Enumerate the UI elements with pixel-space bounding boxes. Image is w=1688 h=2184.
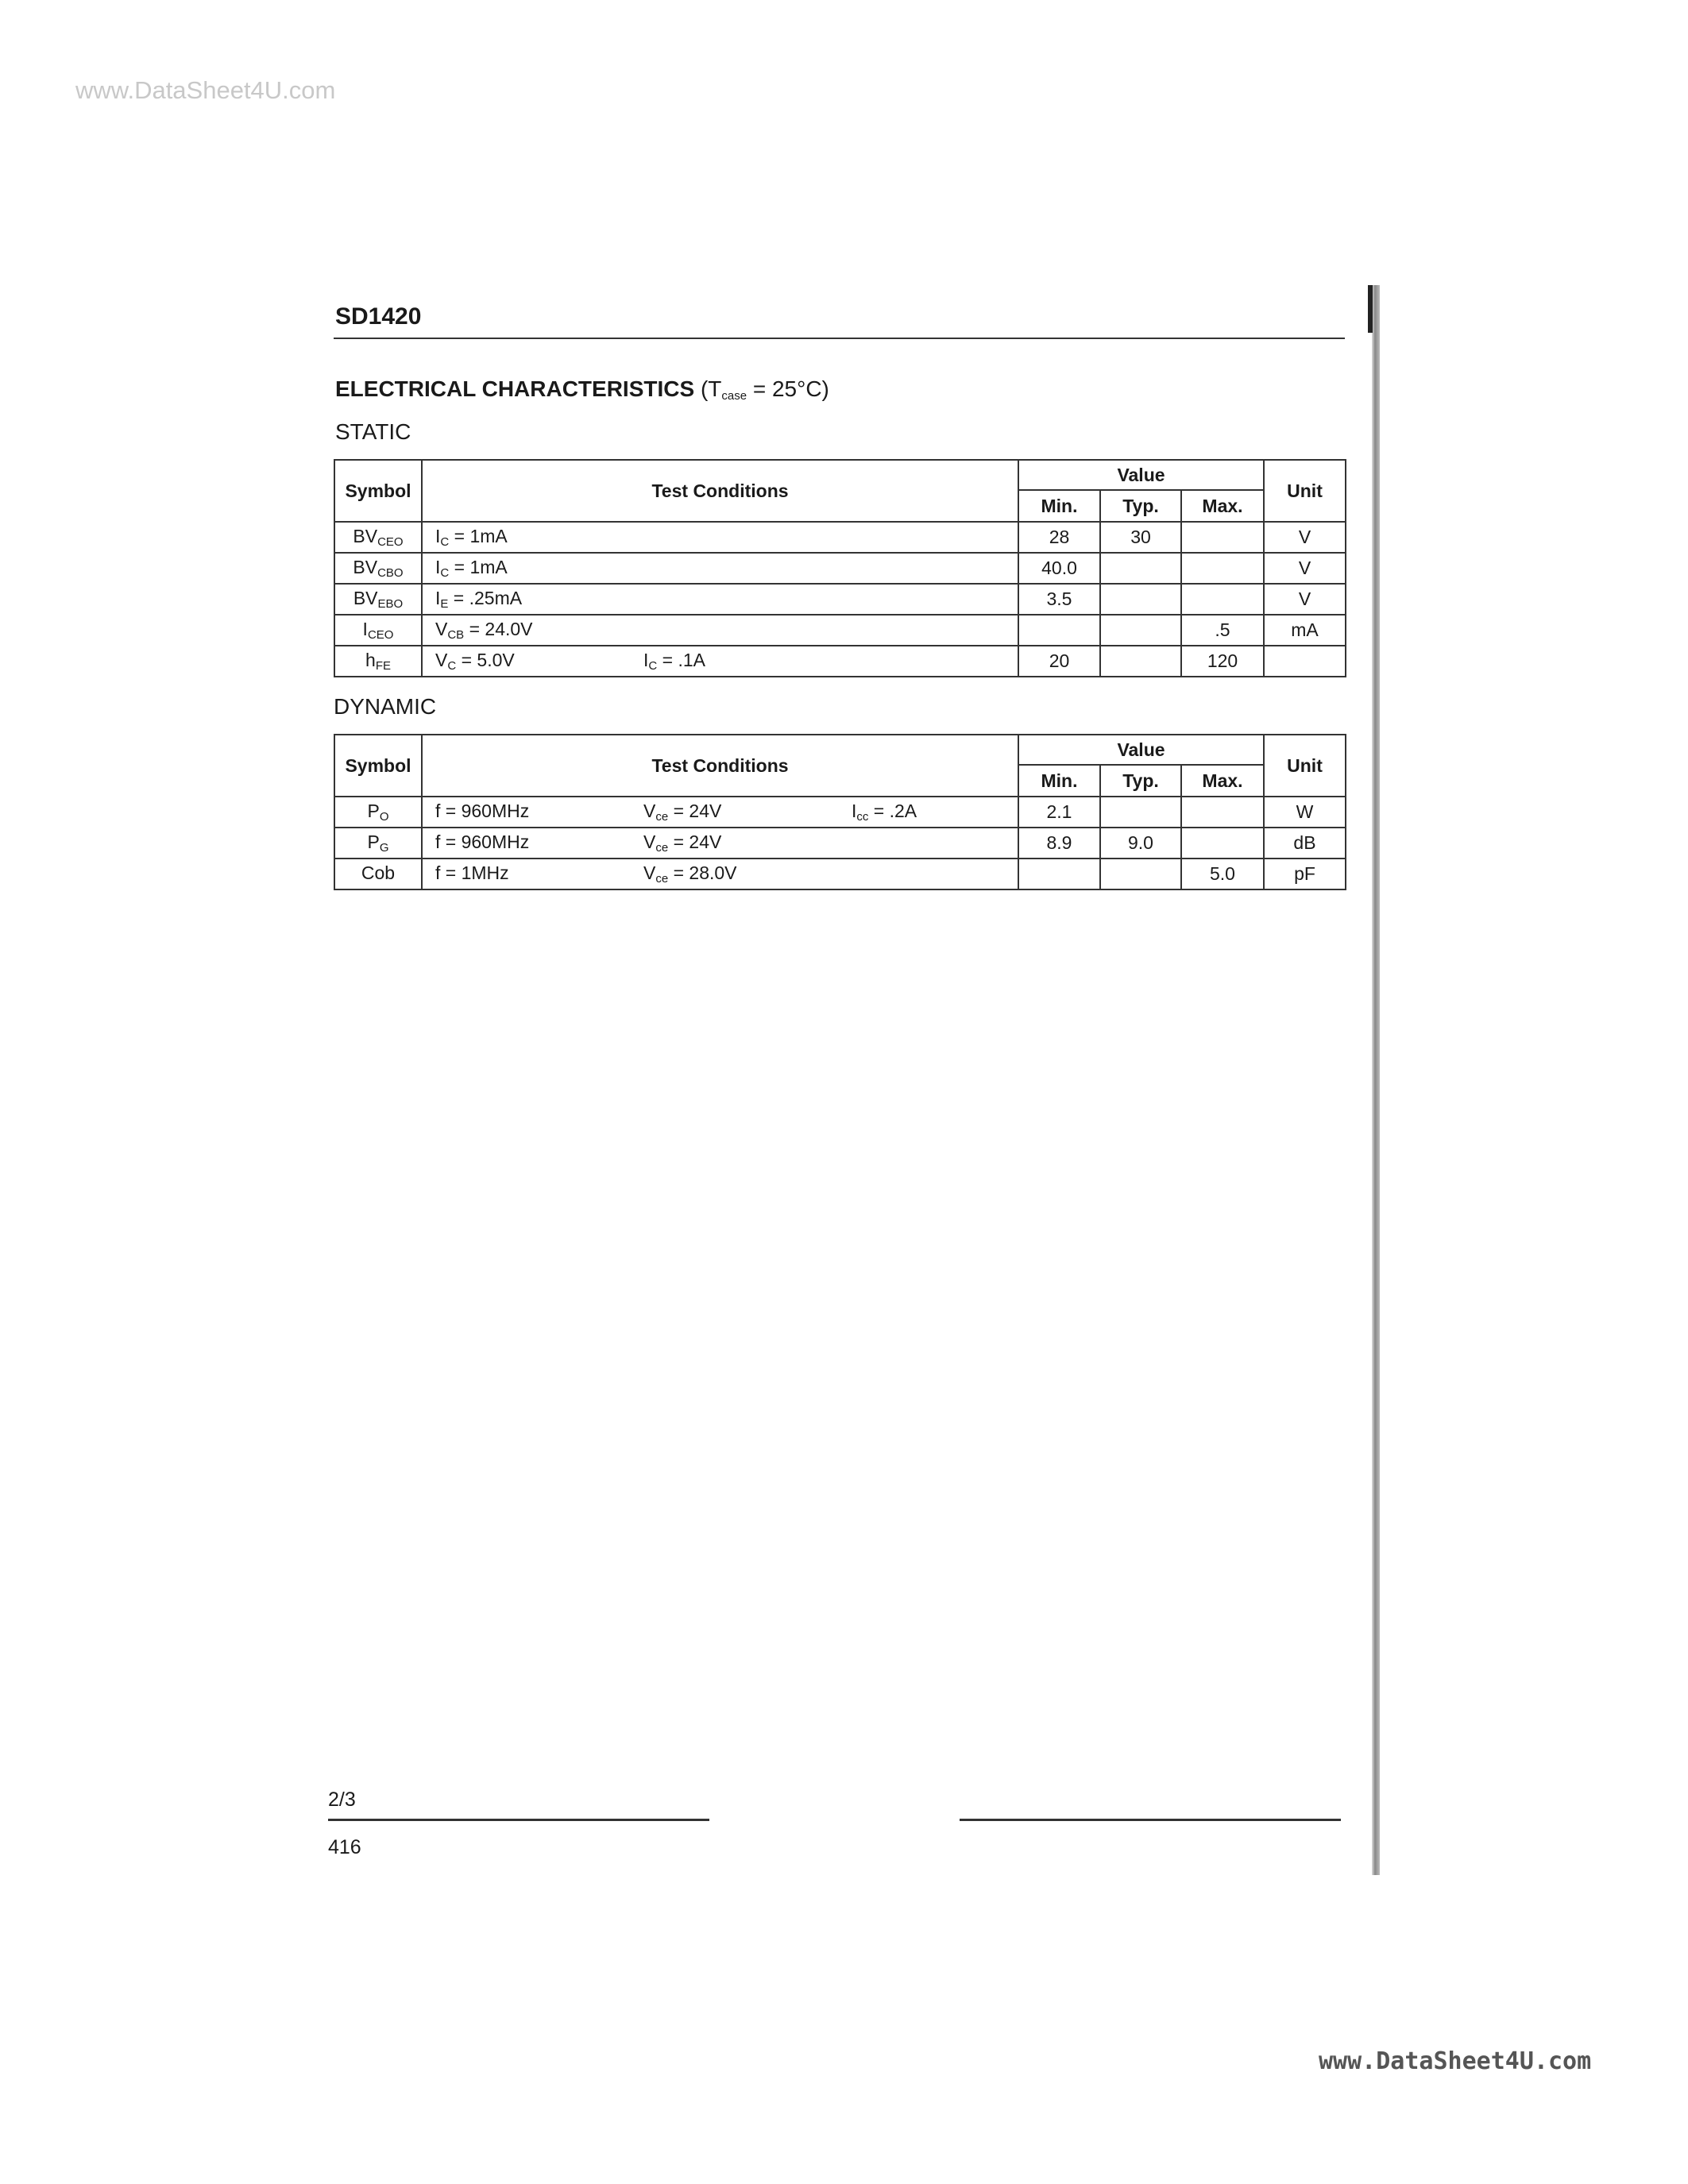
typ-cell [1100, 615, 1181, 646]
min-cell: 2.1 [1018, 797, 1100, 828]
table-row [334, 859, 1346, 889]
max-cell: 5.0 [1181, 859, 1264, 889]
symbol-cell: $BV_{CEO}$ [334, 522, 422, 553]
table-row [334, 522, 1346, 553]
table-row [334, 828, 1346, 859]
unit-cell: dB [1264, 828, 1346, 859]
conditions-cell: $I_C = 1mA$ [422, 553, 1018, 584]
footer-rule-right [960, 1819, 1341, 1821]
max-cell: .5 [1181, 615, 1264, 646]
table-row [334, 646, 1346, 677]
max-cell [1181, 828, 1264, 859]
unit-cell [1264, 646, 1346, 677]
typ-cell: 9.0 [1100, 828, 1181, 859]
unit-cell: V [1264, 584, 1346, 615]
dynamic-table [334, 734, 1346, 890]
static-label: STATIC [335, 419, 411, 444]
header-typ: Typ. [1100, 765, 1181, 797]
unit-cell: pF [1264, 859, 1346, 889]
typ-cell: 30 [1100, 522, 1181, 553]
symbol-cell: $I_{CEO}$ [334, 615, 422, 646]
min-cell: 40.0 [1018, 553, 1100, 584]
watermark-top[interactable]: www.DataSheet4U.com [75, 76, 336, 104]
page-edge-shadow [1372, 285, 1380, 1875]
section-heading [335, 376, 829, 403]
header-symbol: Symbol [334, 460, 422, 522]
min-cell: 20 [1018, 646, 1100, 677]
header-symbol: Symbol [334, 735, 422, 797]
min-cell: 8.9 [1018, 828, 1100, 859]
symbol-cell: $BV_{EBO}$ [334, 584, 422, 615]
min-cell [1018, 859, 1100, 889]
typ-cell [1100, 553, 1181, 584]
header-max: Max. [1181, 490, 1264, 522]
max-cell [1181, 584, 1264, 615]
header-rule [334, 338, 1345, 339]
unit-cell: mA [1264, 615, 1346, 646]
header-test-conditions: Test Conditions [422, 735, 1018, 797]
header-test-conditions: Test Conditions [422, 460, 1018, 522]
conditions-cell: $I_C = 1mA$ [422, 522, 1018, 553]
header-min: Min. [1018, 765, 1100, 797]
header-value: Value [1018, 460, 1264, 490]
min-cell: 3.5 [1018, 584, 1100, 615]
header-typ: Typ. [1100, 490, 1181, 522]
symbol-cell: $BV_{CBO}$ [334, 553, 422, 584]
table-row [334, 797, 1346, 828]
table-row [334, 615, 1346, 646]
unit-cell: W [1264, 797, 1346, 828]
symbol-cell: $P_O$ [334, 797, 422, 828]
part-number: SD1420 [335, 303, 422, 330]
dynamic-label: DYNAMIC [334, 694, 437, 719]
static-table [334, 459, 1346, 677]
min-cell: 28 [1018, 522, 1100, 553]
page-number: 416 [328, 1836, 361, 1858]
header-unit: Unit [1264, 460, 1346, 522]
conditions-cell: $V_{CB} = 24.0V$ [422, 615, 1018, 646]
symbol-cell: $h_{FE}$ [334, 646, 422, 677]
heading-condition: $(T_{case} = 25^\circ C)$ [700, 376, 829, 403]
page-edge-mark [1368, 285, 1373, 333]
header-min: Min. [1018, 490, 1100, 522]
conditions-cell: $V_C = 5.0V$ $I_C = .1A$ [422, 646, 1018, 677]
header-max: Max. [1181, 765, 1264, 797]
unit-cell: V [1264, 522, 1346, 553]
unit-cell: V [1264, 553, 1346, 584]
page-fraction: 2/3 [328, 1788, 356, 1811]
typ-cell [1100, 646, 1181, 677]
typ-cell [1100, 797, 1181, 828]
footer-rule-left [328, 1819, 709, 1821]
table-row [334, 553, 1346, 584]
heading-text: ELECTRICAL CHARACTERISTICS [335, 376, 695, 401]
conditions-cell: f = 960MHz $V_{ce} = 24V$ [422, 828, 1018, 859]
symbol-cell: $P_G$ [334, 828, 422, 859]
min-cell [1018, 615, 1100, 646]
header-value: Value [1018, 735, 1264, 765]
typ-cell [1100, 859, 1181, 889]
conditions-cell: f = 1MHz $V_{ce} = 28.0V$ [422, 859, 1018, 889]
max-cell [1181, 797, 1264, 828]
conditions-cell: f = 960MHz $V_{ce} = 24V$ $I_{cc} = .2A$ [422, 797, 1018, 828]
conditions-cell: $I_E = .25mA$ [422, 584, 1018, 615]
symbol-cell: Cob [334, 859, 422, 889]
max-cell: 120 [1181, 646, 1264, 677]
header-unit: Unit [1264, 735, 1346, 797]
watermark-bottom[interactable]: www.DataSheet4U.com [1319, 2047, 1592, 2075]
table-row [334, 584, 1346, 615]
max-cell [1181, 522, 1264, 553]
typ-cell [1100, 584, 1181, 615]
max-cell [1181, 553, 1264, 584]
